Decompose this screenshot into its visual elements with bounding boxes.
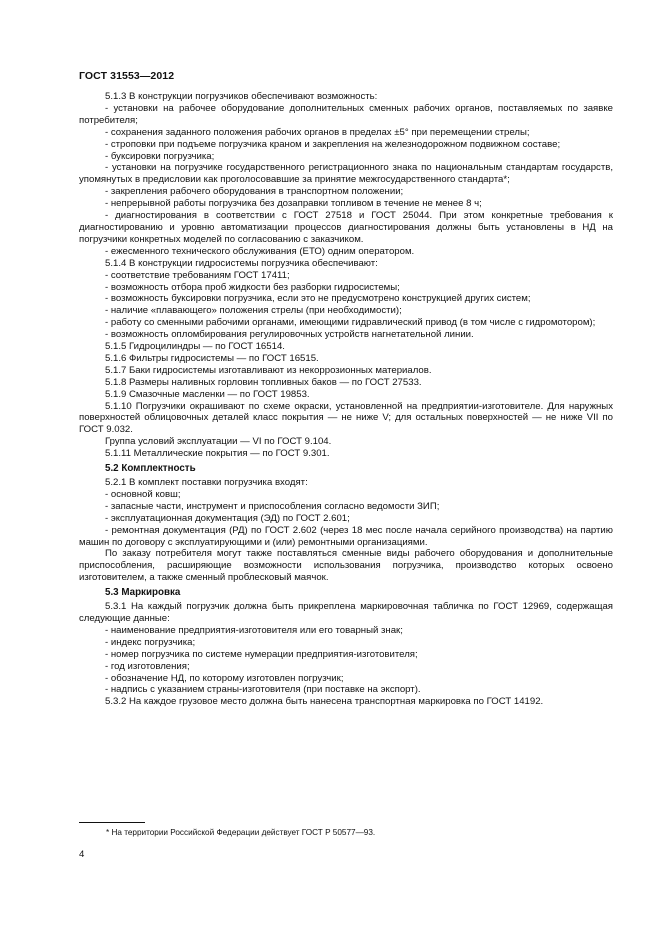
paragraph: - эксплуатационная документация (ЭД) по ГОСТ 2.601; [105, 512, 350, 524]
paragraph: - сохранения заданного положения рабочих органов в пределах ±5° при перемещении стрелы; [105, 126, 530, 138]
paragraph: - год изготовления; [105, 660, 190, 672]
footnote: * На территории Российской Федерации действует ГОСТ Р 50577—93. [106, 828, 376, 837]
paragraph: - обозначение НД, по которому изготовлен погрузчик; [105, 672, 344, 684]
paragraph: - возможность буксировки погрузчика, если это не предусмотрено конструкцией других систем; [105, 293, 531, 305]
paragraph: - соответствие требованиям ГОСТ 17411; [105, 269, 290, 281]
paragraph: 5.1.7 Баки гидросистемы изготавливают из некоррозионных материалов. [105, 364, 432, 376]
paragraph: 5.1.5 Гидроцилиндры — по ГОСТ 16514. [105, 341, 285, 353]
paragraph: - строповки при подъеме погрузчика краном и закрепления на железнодорожном подвижном составе; [105, 138, 561, 150]
paragraph: - возможность отбора проб жидкости без разборки гидросистемы; [105, 281, 400, 293]
paragraph: - установки на погрузчике государственного регистрационного знака по национальным стандартам государств, упомянутых в предисловии как проголосовавшие за принятие межгосударственного стандарта*; [79, 162, 613, 186]
document-body [79, 91, 613, 708]
paragraph: 5.1.11 Металлические покрытия — по ГОСТ 9.301. [105, 448, 330, 460]
document-header: ГОСТ 31553—2012 [79, 70, 175, 82]
paragraph: - ремонтная документация (РД) по ГОСТ 2.602 (через 18 мес после начала серийного производства) на партию машин по договору с эксплуатирующими и (или) ремонтными организациями. [79, 524, 613, 548]
paragraph: - буксировки погрузчика; [105, 150, 215, 162]
paragraph: - закрепления рабочего оборудования в транспортном положении; [105, 186, 404, 198]
paragraph: - диагностирования в соответствии с ГОСТ 27518 и ГОСТ 25044. При этом конкретные требования к диагностированию и уровню автоматизации процессов диагностирования должны быть установлены в НД на погрузчики конкретных моделей по согласованию с заказчиком. [79, 210, 613, 245]
paragraph: 5.1.9 Смазочные масленки — по ГОСТ 19853. [105, 388, 310, 400]
paragraph: - номер погрузчика по системе нумерации предприятия-изготовителя; [105, 648, 418, 660]
paragraph: - работу со сменными рабочими органами, имеющими гидравлический привод (в том числе с гидромотором); [105, 317, 596, 329]
paragraph: 5.1.8 Размеры наливных горловин топливных баков — по ГОСТ 27533. [105, 376, 422, 388]
paragraph: 5.1.10 Погрузчики окрашивают по схеме окраски, установленной на предприятии-изготовителе. Для наружных поверхностей облицовочных деталей класс покрытия — не ниже V; для остальных поверхностей — не ниже VII по ГОСТ 9.032. [79, 400, 613, 436]
paragraph: - основной ковш; [105, 488, 181, 500]
paragraph: 5.1.3 В конструкции погрузчиков обеспечивают возможность: [105, 91, 378, 102]
paragraph: 5.2.1 В комплект поставки погрузчика входят: [105, 477, 308, 488]
paragraph: - наличие «плавающего» положения стрелы (при необходимости); [105, 305, 402, 317]
paragraph: - запасные части, инструмент и приспособления согласно ведомости ЗИП; [105, 500, 440, 512]
paragraph: - возможность опломбирования регулировочных устройств нагнетательной линии. [105, 329, 474, 341]
paragraph: - надпись с указанием страны-изготовителя (при поставке на экспорт). [105, 684, 421, 696]
paragraph: 5.1.6 Фильтры гидросистемы — по ГОСТ 16515. [105, 352, 319, 364]
paragraph: - наименование предприятия-изготовителя или его товарный знак; [105, 624, 403, 636]
paragraph: - непрерывной работы погрузчика без дозаправки топливом в течение не менее 8 ч; [105, 198, 482, 210]
footnote-divider [79, 822, 145, 823]
paragraph: - ежесменного технического обслуживания (ЕТО) одним оператором. [105, 245, 415, 257]
section-heading: 5.3 Маркировка [105, 587, 181, 599]
paragraph: 5.3.2 На каждое грузовое место должна быть нанесена транспортная маркировка по ГОСТ 14192. [105, 696, 544, 708]
paragraph: - индекс погрузчика; [105, 636, 196, 648]
page-number: 4 [79, 849, 85, 860]
paragraph: Группа условий эксплуатации — VI по ГОСТ 9.104. [105, 436, 332, 448]
paragraph: 5.1.4 В конструкции гидросистемы погрузчика обеспечивают: [105, 257, 378, 269]
section-heading: 5.2 Комплектность [105, 463, 196, 475]
paragraph: 5.3.1 На каждый погрузчик должна быть прикреплена маркировочная табличка по ГОСТ 12969, содержащая следующие данные: [79, 601, 613, 624]
paragraph: По заказу потребителя могут также поставляться сменные виды рабочего оборудования и дополнительные приспособления, расширяющие возможности использования погрузчика, производство которых освоено изготовителем, а также сменный проблесковый маячок. [79, 548, 613, 584]
paragraph: - установки на рабочее оборудование дополнительных сменных рабочих органов, поставляемых по заявке потребителя; [79, 102, 613, 126]
